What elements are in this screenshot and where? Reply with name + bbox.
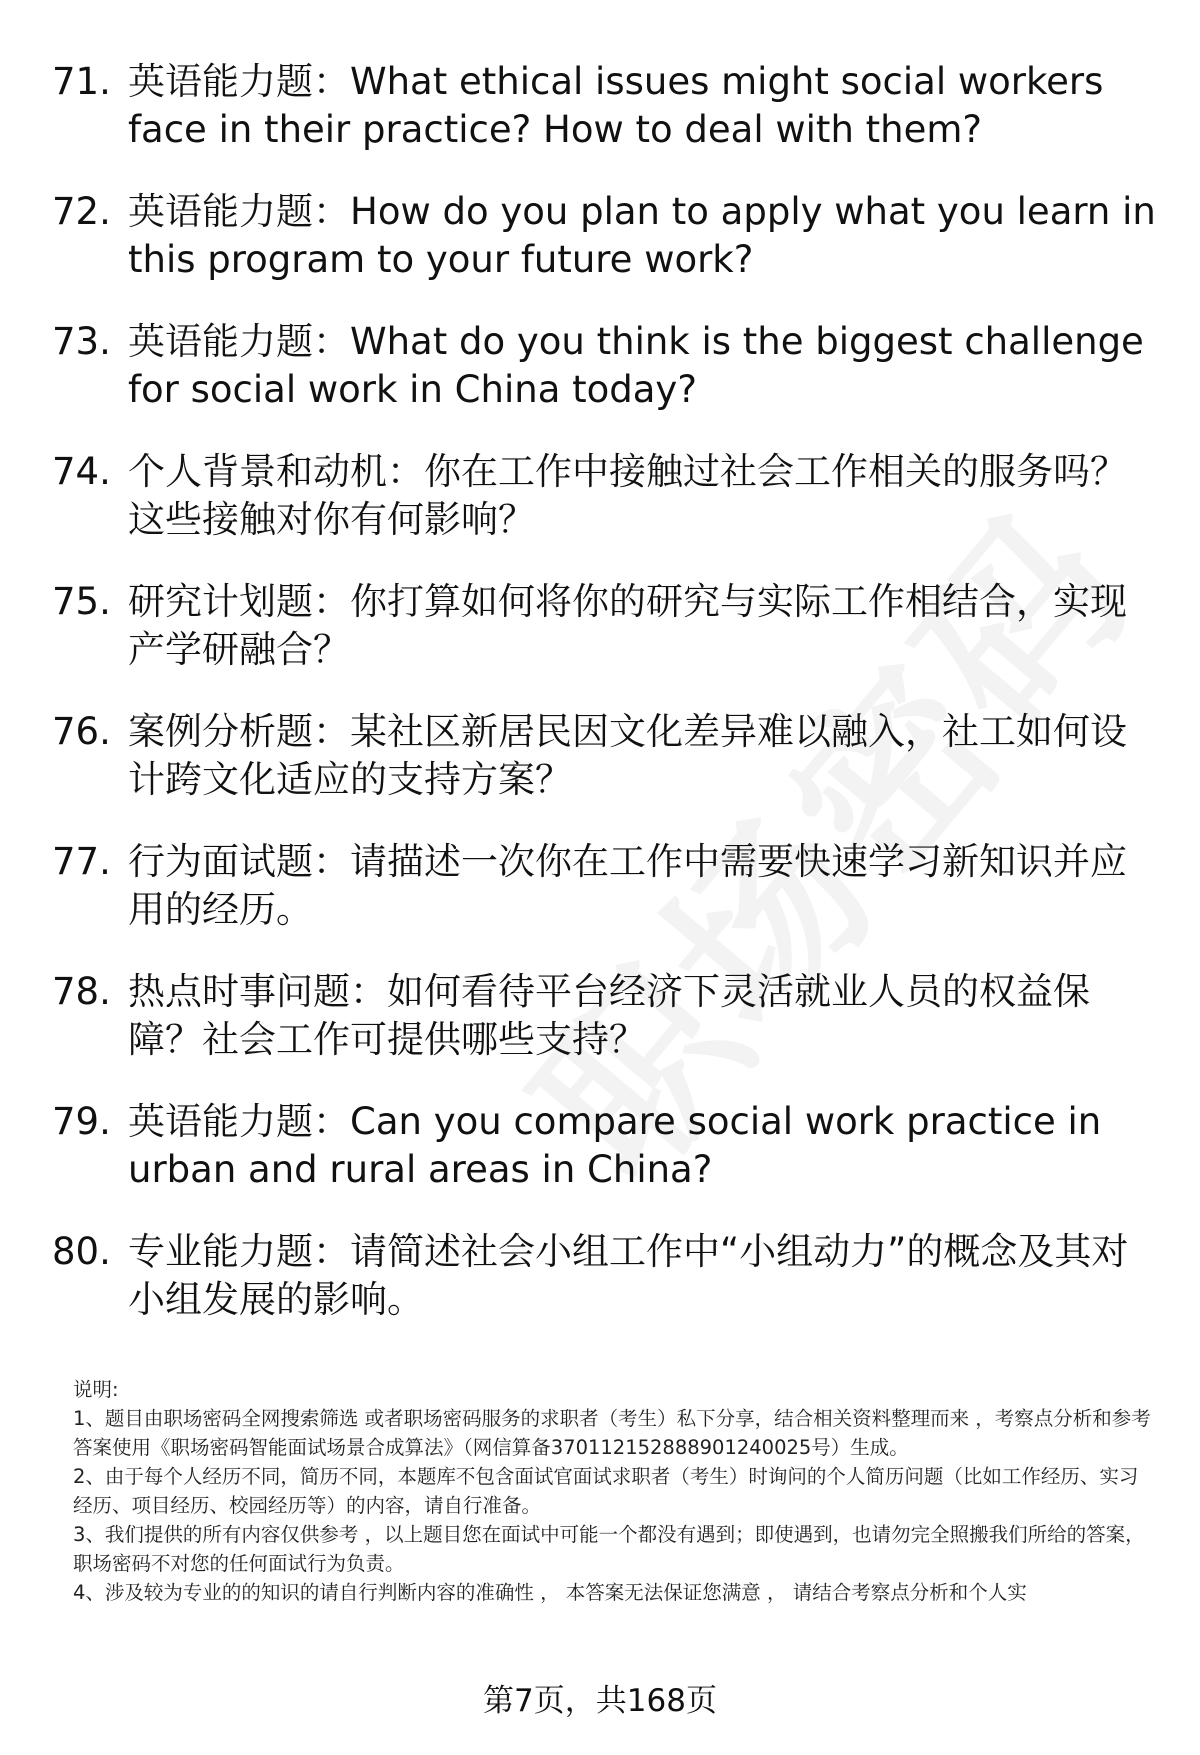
question-separator: ： (313, 320, 350, 363)
question-category: 英语能力题 (128, 60, 313, 103)
question-item (52, 838, 1162, 934)
question-separator: ： (313, 840, 350, 883)
question-category: 专业能力题 (128, 1230, 313, 1273)
question-number: 80. (52, 1230, 111, 1273)
note-item: 1、题目由职场密码全网搜索筛选 或者职场密码服务的求职者（考生）私下分享，结合相关资料整理而来 ，考察点分析和参考答案使用《职场密码智能面试场景合成算法》（网信算备370112152888901240025号）生成。 (73, 1407, 1151, 1459)
question-separator: ： (350, 970, 387, 1013)
question-separator: ： (313, 710, 350, 753)
question-item (52, 318, 1162, 414)
question-number: 79. (52, 1100, 111, 1143)
question-item (52, 58, 1162, 154)
note-item: 3、我们提供的所有内容仅供参考 ，以上题目您在面试中可能一个都没有遇到；即使遇到，也请勿完全照搬我们所给的答案，职场密码不对您的任何面试行为负责。 (73, 1523, 1145, 1575)
question-number: 78. (52, 970, 111, 1013)
question-text: 如何看待平台经济下灵活就业人员的权益保障？社会工作可提供哪些支持？ (128, 970, 1090, 1061)
question-number: 71. (52, 60, 111, 103)
question-number: 73. (52, 320, 111, 363)
question-separator: ： (313, 190, 350, 233)
question-number: 76. (52, 710, 111, 753)
question-separator: ： (313, 1100, 350, 1143)
question-text: How do you plan to apply what you learn in this program to your future work? (128, 190, 1156, 281)
question-item (52, 578, 1162, 674)
question-list (52, 58, 1162, 1358)
question-separator: ： (313, 580, 350, 623)
question-text: 某社区新居民因文化差异难以融入，社工如何设计跨文化适应的支持方案？ (128, 710, 1127, 801)
question-item (52, 1098, 1162, 1194)
question-category: 个人背景和动机 (128, 450, 387, 493)
question-item (52, 448, 1162, 544)
question-text: What do you think is the biggest challenge for social work in China today? (128, 320, 1144, 411)
question-separator: ： (313, 60, 350, 103)
question-text: 你在工作中接触过社会工作相关的服务吗？这些接触对你有何影响？ (128, 450, 1127, 541)
question-text: 请描述一次你在工作中需要快速学习新知识并应用的经历。 (128, 840, 1127, 931)
question-number: 77. (52, 840, 111, 883)
question-number: 74. (52, 450, 111, 493)
question-item (52, 188, 1162, 284)
notes-section (73, 1375, 1153, 1607)
question-item (52, 1228, 1162, 1324)
question-category: 研究计划题 (128, 580, 313, 623)
question-category: 英语能力题 (128, 1100, 313, 1143)
question-item (52, 708, 1162, 804)
question-text: What ethical issues might social workers face in their practice? How to deal with them? (128, 60, 1104, 151)
question-category: 案例分析题 (128, 710, 313, 753)
question-category: 英语能力题 (128, 190, 313, 233)
question-category: 热点时事问题 (128, 970, 350, 1013)
question-separator: ： (387, 450, 424, 493)
question-number: 72. (52, 190, 111, 233)
note-item: 4、涉及较为专业的的知识的请自行判断内容的准确性 ， 本答案无法保证您满意 ， 请结合考察点分析和个人实 (73, 1581, 1027, 1604)
question-text: 请简述社会小组工作中“小组动力”的概念及其对小组发展的影响。 (128, 1230, 1129, 1321)
question-text: 你打算如何将你的研究与实际工作相结合，实现产学研融合？ (128, 580, 1127, 671)
question-number: 75. (52, 580, 111, 623)
question-separator: ： (313, 1230, 350, 1273)
page-number: 第7页，共168页 (483, 1683, 717, 1719)
notes-heading: 说明: (73, 1378, 119, 1401)
question-category: 英语能力题 (128, 320, 313, 363)
note-item: 2、由于每个人经历不同，简历不同，本题库不包含面试官面试求职者（考生）时询问的个人简历问题（比如工作经历、实习经历、项目经历、校园经历等）的内容，请自行准备。 (73, 1465, 1139, 1517)
question-item (52, 968, 1162, 1064)
question-category: 行为面试题 (128, 840, 313, 883)
question-text: Can you compare social work practice in urban and rural areas in China? (128, 1100, 1102, 1191)
